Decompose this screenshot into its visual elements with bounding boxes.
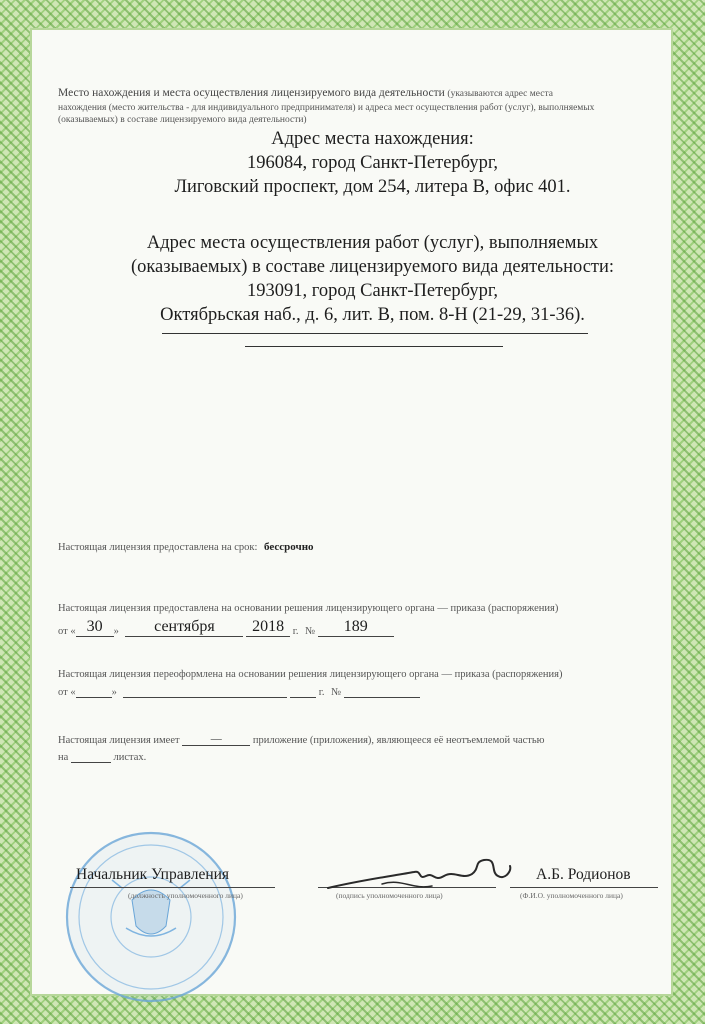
term-value: бессрочно xyxy=(264,541,314,553)
reissue-close-quote: » xyxy=(111,687,117,698)
address-activity-line-1: (оказываемых) в составе лицензируемого вида деятельности: xyxy=(130,257,615,277)
position-caption: (должность уполномоченного лица) xyxy=(128,891,243,900)
appendix-pages-count xyxy=(71,751,111,763)
header-title: Место нахождения и места осуществления лицензируемого вида деятельности xyxy=(58,87,445,99)
header-note: (указываются адрес места xyxy=(447,89,553,99)
appendix-text-before: Настоящая лицензия имеет xyxy=(58,735,180,746)
reissue-order-line xyxy=(58,686,420,698)
header-line-2: нахождения (место жительства - для индивидуального предпринимателя) и адреса мест осуществления работ (услуг), выполняемых xyxy=(58,102,595,113)
handwritten-signature xyxy=(322,850,522,900)
basis-order-line xyxy=(58,618,394,637)
appendix-text-after: приложение (приложения), являющееся её неотъемлемой частью xyxy=(252,735,545,746)
name-underline xyxy=(510,887,658,888)
header-block xyxy=(58,86,658,127)
address-location-line-2: Лиговский проспект, дом 254, литера В, офис 401. xyxy=(174,177,571,197)
signature-caption: (подпись уполномоченного лица) xyxy=(336,891,443,900)
address-location xyxy=(80,127,665,199)
term-label: Настоящая лицензия предоставлена на срок: xyxy=(58,542,258,553)
appendix-pages-line xyxy=(58,751,146,763)
basis-year-suffix: г. xyxy=(292,626,299,637)
address-location-heading: Адрес места нахождения: xyxy=(271,129,474,149)
reissue-month xyxy=(123,686,287,698)
address-activity-line-3: Октябрьская наб., д. 6, лит. В, пом. 8-Н (21-29, 31-36). xyxy=(160,305,585,325)
address-location-line-1: 196084, город Санкт-Петербург, xyxy=(246,153,499,173)
reissue-from: от « xyxy=(58,687,76,698)
basis-from: от « xyxy=(58,626,76,637)
basis-close-quote: » xyxy=(113,626,119,637)
header-line-3: (оказываемых) в составе лицензируемого вида деятельности) xyxy=(58,115,307,126)
position-underline xyxy=(70,887,275,888)
reissue-label: Настоящая лицензия переоформлена на основании решения лицензирующего органа — приказа (распоряжения) xyxy=(58,669,563,680)
reissue-number-label: № xyxy=(331,687,342,698)
address-underline-1 xyxy=(162,333,588,334)
address-activity xyxy=(80,231,665,327)
official-seal-stamp xyxy=(62,828,240,1006)
reissue-day xyxy=(76,686,112,698)
signatory-name: А.Б. Родионов xyxy=(536,866,631,883)
reissue-number xyxy=(344,686,420,698)
basis-number: 189 xyxy=(318,618,394,637)
name-caption: (Ф.И.О. уполномоченного лица) xyxy=(520,891,623,900)
signatory-position: Начальник Управления xyxy=(76,866,230,883)
address-activity-line-2: 193091, город Санкт-Петербург, xyxy=(246,281,499,301)
appendix-line xyxy=(58,733,545,746)
address-activity-heading: Адрес места осуществления работ (услуг), выполняемых xyxy=(146,233,599,253)
appendix-pages-prefix: на xyxy=(58,752,69,763)
term-line xyxy=(58,541,314,553)
appendix-pages-suffix: листах. xyxy=(113,752,147,763)
reissue-year xyxy=(290,686,316,698)
address-underline-2 xyxy=(245,346,503,347)
appendix-count: — xyxy=(182,733,250,746)
basis-year: 2018 xyxy=(246,618,290,637)
basis-label: Настоящая лицензия предоставлена на основании решения лицензирующего органа — приказа (распоряжения) xyxy=(58,603,559,614)
basis-day: 30 xyxy=(76,618,114,637)
header-line-1 xyxy=(58,86,658,102)
basis-month: сентября xyxy=(125,618,243,637)
basis-number-label: № xyxy=(305,626,316,637)
reissue-year-suffix: г. xyxy=(318,687,325,698)
